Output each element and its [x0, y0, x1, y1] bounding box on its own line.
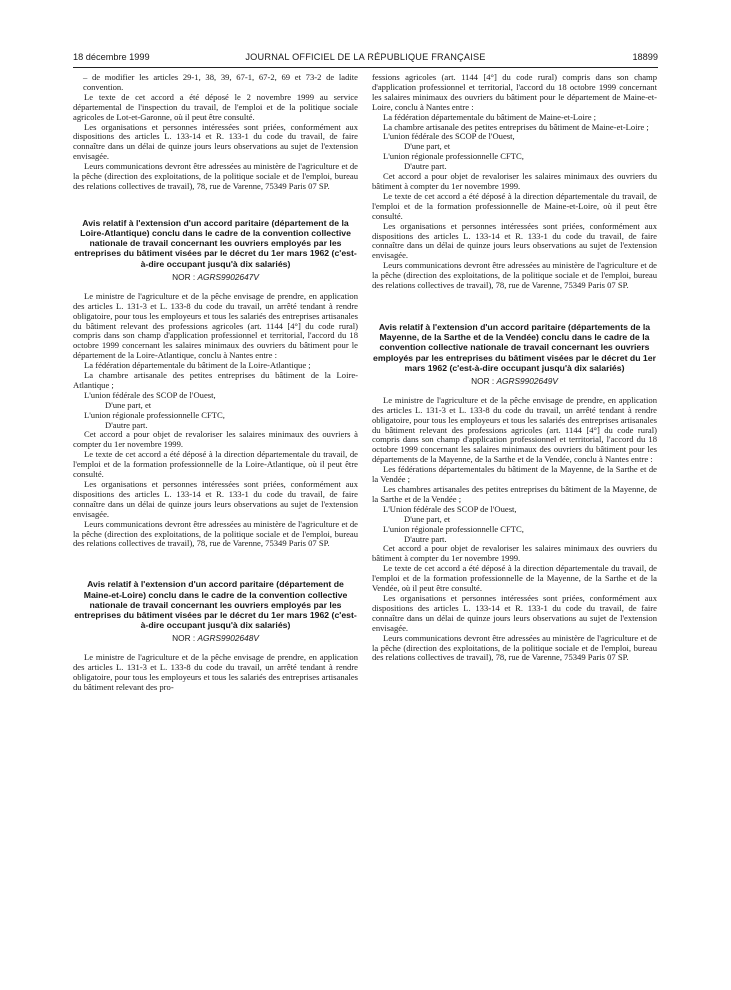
paragraph: Cet accord a pour objet de revaloriser les salaires minimaux des ouvriers du bâtiment à compter du 1er novembre 1999. [372, 543, 657, 564]
paragraph: D'une part, et [404, 513, 451, 524]
left-column [73, 73, 358, 693]
paragraph: L'union régionale professionnelle CFTC, [383, 523, 524, 534]
header-date: 18 décembre 1999 [73, 52, 150, 62]
paragraph: Le ministre de l'agriculture et de la pêche envisage de prendre, en application des articles L. 131-3 et L. 133-8 du code du travail, un arrêté tendant à rendre obligatoire, pour tous les employeurs et tous les salariés des entreprises artisanales du bâtiment relevant des pro- [73, 652, 358, 692]
paragraph: Les chambres artisanales des petites entreprises du bâtiment de la Mayenne, de la Sarthe et de la Vendée ; [372, 484, 657, 504]
right-column [372, 73, 657, 663]
header-rule [73, 67, 658, 68]
paragraph: Leurs communications devront être adressées au ministère de l'agriculture et de la pêche (direction des exploitations, de la politique sociale et de l'emploi, bureau des relations collectives de travail), 78, rue de Varenne, 75349 Paris 07 SP. [73, 518, 358, 549]
nor-reference [73, 273, 358, 283]
paragraph: Leurs communications devront être adressées au ministère de l'agriculture et de la pêche (direction des exploitations, de la politique sociale et de l'emploi, bureau des relations collectives de travail), 78, rue de Varenne, 75349 Paris 07 SP. [73, 161, 358, 191]
paragraph: Le ministre de l'agriculture et de la pêche envisage de prendre, en application des articles L. 131-3 et L. 133-8 du code du travail, un arrêté tendant à rendre obligatoire, pour tous les employeurs et tous les salariés des entreprises artisanales du bâtiment relevant des professions agricoles (art. 1144 [4°] du code rural) compris dans son champ d'application professionnel et territorial, l'accord du 18 octobre 1999 concernant les salaires minimaux des ouvriers du bâtiment pour les départements de la Mayenne, de la Sarthe et de la Vendée, conclu à Nantes entre : [372, 394, 657, 465]
paragraph: L'Union fédérale des SCOP de l'Ouest, [383, 503, 517, 514]
paragraph: L'union fédérale des SCOP de l'Ouest, [84, 389, 216, 400]
paragraph: fessions agricoles (art. 1144 [4°] du code rural) compris dans son champ d'application professionnel et territorial, l'accord du 18 octobre 1999 concernant les salaires minimaux des ouvriers du bâtiment pour le département de Maine-et-Loire, conclu à Nantes entre : [372, 72, 657, 112]
nor-label: NOR : [172, 633, 198, 644]
paragraph: Les organisations et personnes intéressées sont priées, conformément aux dispositions des articles L. 133-14 et R. 133-1 du code du travail, de faire connaître dans un délai de quinze jours leurs observations au sujet de l'extension envisagée. [372, 220, 657, 261]
paragraph: Cet accord a pour objet de revaloriser les salaires minimaux des ouvriers du bâtiment à compter du 1er novembre 1999. [372, 171, 657, 191]
paragraph: D'une part, et [105, 399, 152, 410]
paragraph: Le ministre de l'agriculture et de la pêche envisage de prendre, en application des articles L. 131-3 et L. 133-8 du code du travail, un arrêté tendant à rendre obligatoire, pour tous les employeurs et tous les salariés des entreprises artisanales du bâtiment relevant des professions agricoles (art. 1144 [4°] du code rural) compris dans son champ d'application professionnel et territorial, l'accord du 18 octobre 1999 concernant les salaires minimaux des ouvriers du bâtiment pour le département de la Loire-Atlantique, conclu à Nantes entre : [73, 290, 358, 361]
paragraph: La chambre artisanale des petites entreprises du bâtiment de Maine-et-Loire ; [383, 121, 649, 132]
paragraph: Le texte de cet accord a été déposé à la direction départementale du travail, de l'emploi et de la formation professionnelle de Maine-et-Loire, où il peut être consulté. [372, 190, 657, 221]
page-header [73, 52, 658, 66]
paragraph: Les organisations et personnes intéressées sont priées, conformément aux dispositions des articles L. 133-14 et R. 133-1 du code du travail, de faire connaître dans un délai de quinze jours leurs observations au sujet de l'extension envisagée. [73, 479, 358, 519]
journal-title: JOURNAL OFFICIEL DE LA RÉPUBLIQUE FRANÇAISE [245, 52, 486, 62]
paragraph: Leurs communications devront être adressées au ministère de l'agriculture et de la pêche (direction des exploitations, de la politique sociale et de l'emploi, bureau des relations collectives de travail), 78, rue de Varenne, 75349 Paris 07 SP. [372, 632, 657, 663]
intro-item: – de modifier les articles 29-1, 38, 39, 67-1, 67-2, 69 et 73-2 de ladite convention. [83, 72, 358, 92]
page-number: 18899 [632, 52, 658, 62]
paragraph: Le texte de cet accord a été déposé à la direction départementale du travail, de l'emploi et de la formation professionnelle de la Loire-Atlantique, où il peut être consulté. [73, 449, 358, 480]
paragraph: Le texte de cet accord a été déposé le 2 novembre 1999 au service départemental de l'inspection du travail, de l'emploi et de la politique sociale agricoles de Lot-et-Garonne, où il peut être consulté. [73, 91, 358, 122]
paragraph: D'une part, et [404, 141, 451, 152]
paragraph: D'autre part. [404, 161, 447, 172]
paragraph: Leurs communications devront être adressées au ministère de l'agriculture et de la pêche (direction des exploitations, de la politique sociale et de l'emploi, bureau des relations collectives de travail), 78, rue de Varenne, 75349 Paris 07 SP. [372, 260, 657, 291]
nor-code: AGRS9902649V [496, 375, 558, 386]
notice-title: Avis relatif à l'extension d'un accord paritaire (département de Maine-et-Loire) conclu dans le cadre de la convention collective nationale de travail concernant les ouvriers employés par les entreprises du bâtiment visées par le décret du 1er mars 1962 (c'est-à-dire occupant jusqu'à dix salariés) [74, 579, 357, 631]
notice-title: Avis relatif à l'extension d'un accord paritaire (département de la Loire-Atlantique) conclu dans le cadre de la convention collective nationale de travail concernant les ouvriers employés par les entreprises du bâtiment visées par le décret du 1er mars 1962 (c'est-à-dire occupant jusqu'à dix salariés) [74, 217, 357, 269]
nor-code: AGRS9902647V [197, 271, 259, 282]
paragraph: Les fédérations départementales du bâtiment de la Mayenne, de la Sarthe et de la Vendée ; [372, 464, 657, 485]
paragraph: Les organisations et personnes intéressées sont priées, conformément aux dispositions des articles L. 133-14 et R. 133-1 du code du travail, de faire connaître dans un délai de quinze jours leurs observations au sujet de l'extension envisagée. [372, 592, 657, 633]
paragraph: L'union fédérale des SCOP de l'Ouest, [383, 131, 515, 142]
paragraph: Cet accord a pour objet de revaloriser les salaires minimaux des ouvriers à compter du 1er novembre 1999. [73, 429, 358, 450]
nor-reference [372, 377, 657, 387]
paragraph: Les organisations et personnes intéressées sont priées, conformément aux dispositions des articles L. 133-14 et R. 133-1 du code du travail, de faire connaître dans un délai de quinze jours leurs observations au sujet de l'extension envisagée. [73, 121, 358, 162]
paragraph: L'union régionale professionnelle CFTC, [383, 151, 524, 162]
nor-code: AGRS9902648V [197, 633, 259, 644]
paragraph: D'autre part. [404, 533, 447, 544]
paragraph: La chambre artisanale des petites entreprises du bâtiment de la Loire-Atlantique ; [73, 370, 358, 390]
paragraph: La fédération départementale du bâtiment de Maine-et-Loire ; [383, 111, 597, 122]
paragraph: D'autre part. [105, 419, 148, 430]
paragraph: La fédération départementale du bâtiment de la Loire-Atlantique ; [84, 360, 311, 371]
nor-label: NOR : [471, 375, 497, 386]
notice-title: Avis relatif à l'extension d'un accord paritaire (départements de la Mayenne, de la Sarthe et de la Vendée) conclu dans le cadre de la convention collective nationale de travail concernant les ouvriers employés par les entreprises du bâtiment visées par le décret du 1er mars 1962 (c'est-à-dire occupant jusqu'à dix salariés) [373, 321, 656, 373]
paragraph: Le texte de cet accord a été déposé à la direction départementale du travail, de l'emploi et de la formation professionnelle de la Mayenne, de la Sarthe et de la Vendée, où il peut être consulté. [372, 563, 657, 594]
nor-label: NOR : [172, 271, 198, 282]
paragraph: L'union régionale professionnelle CFTC, [84, 409, 225, 420]
nor-reference [73, 634, 358, 644]
